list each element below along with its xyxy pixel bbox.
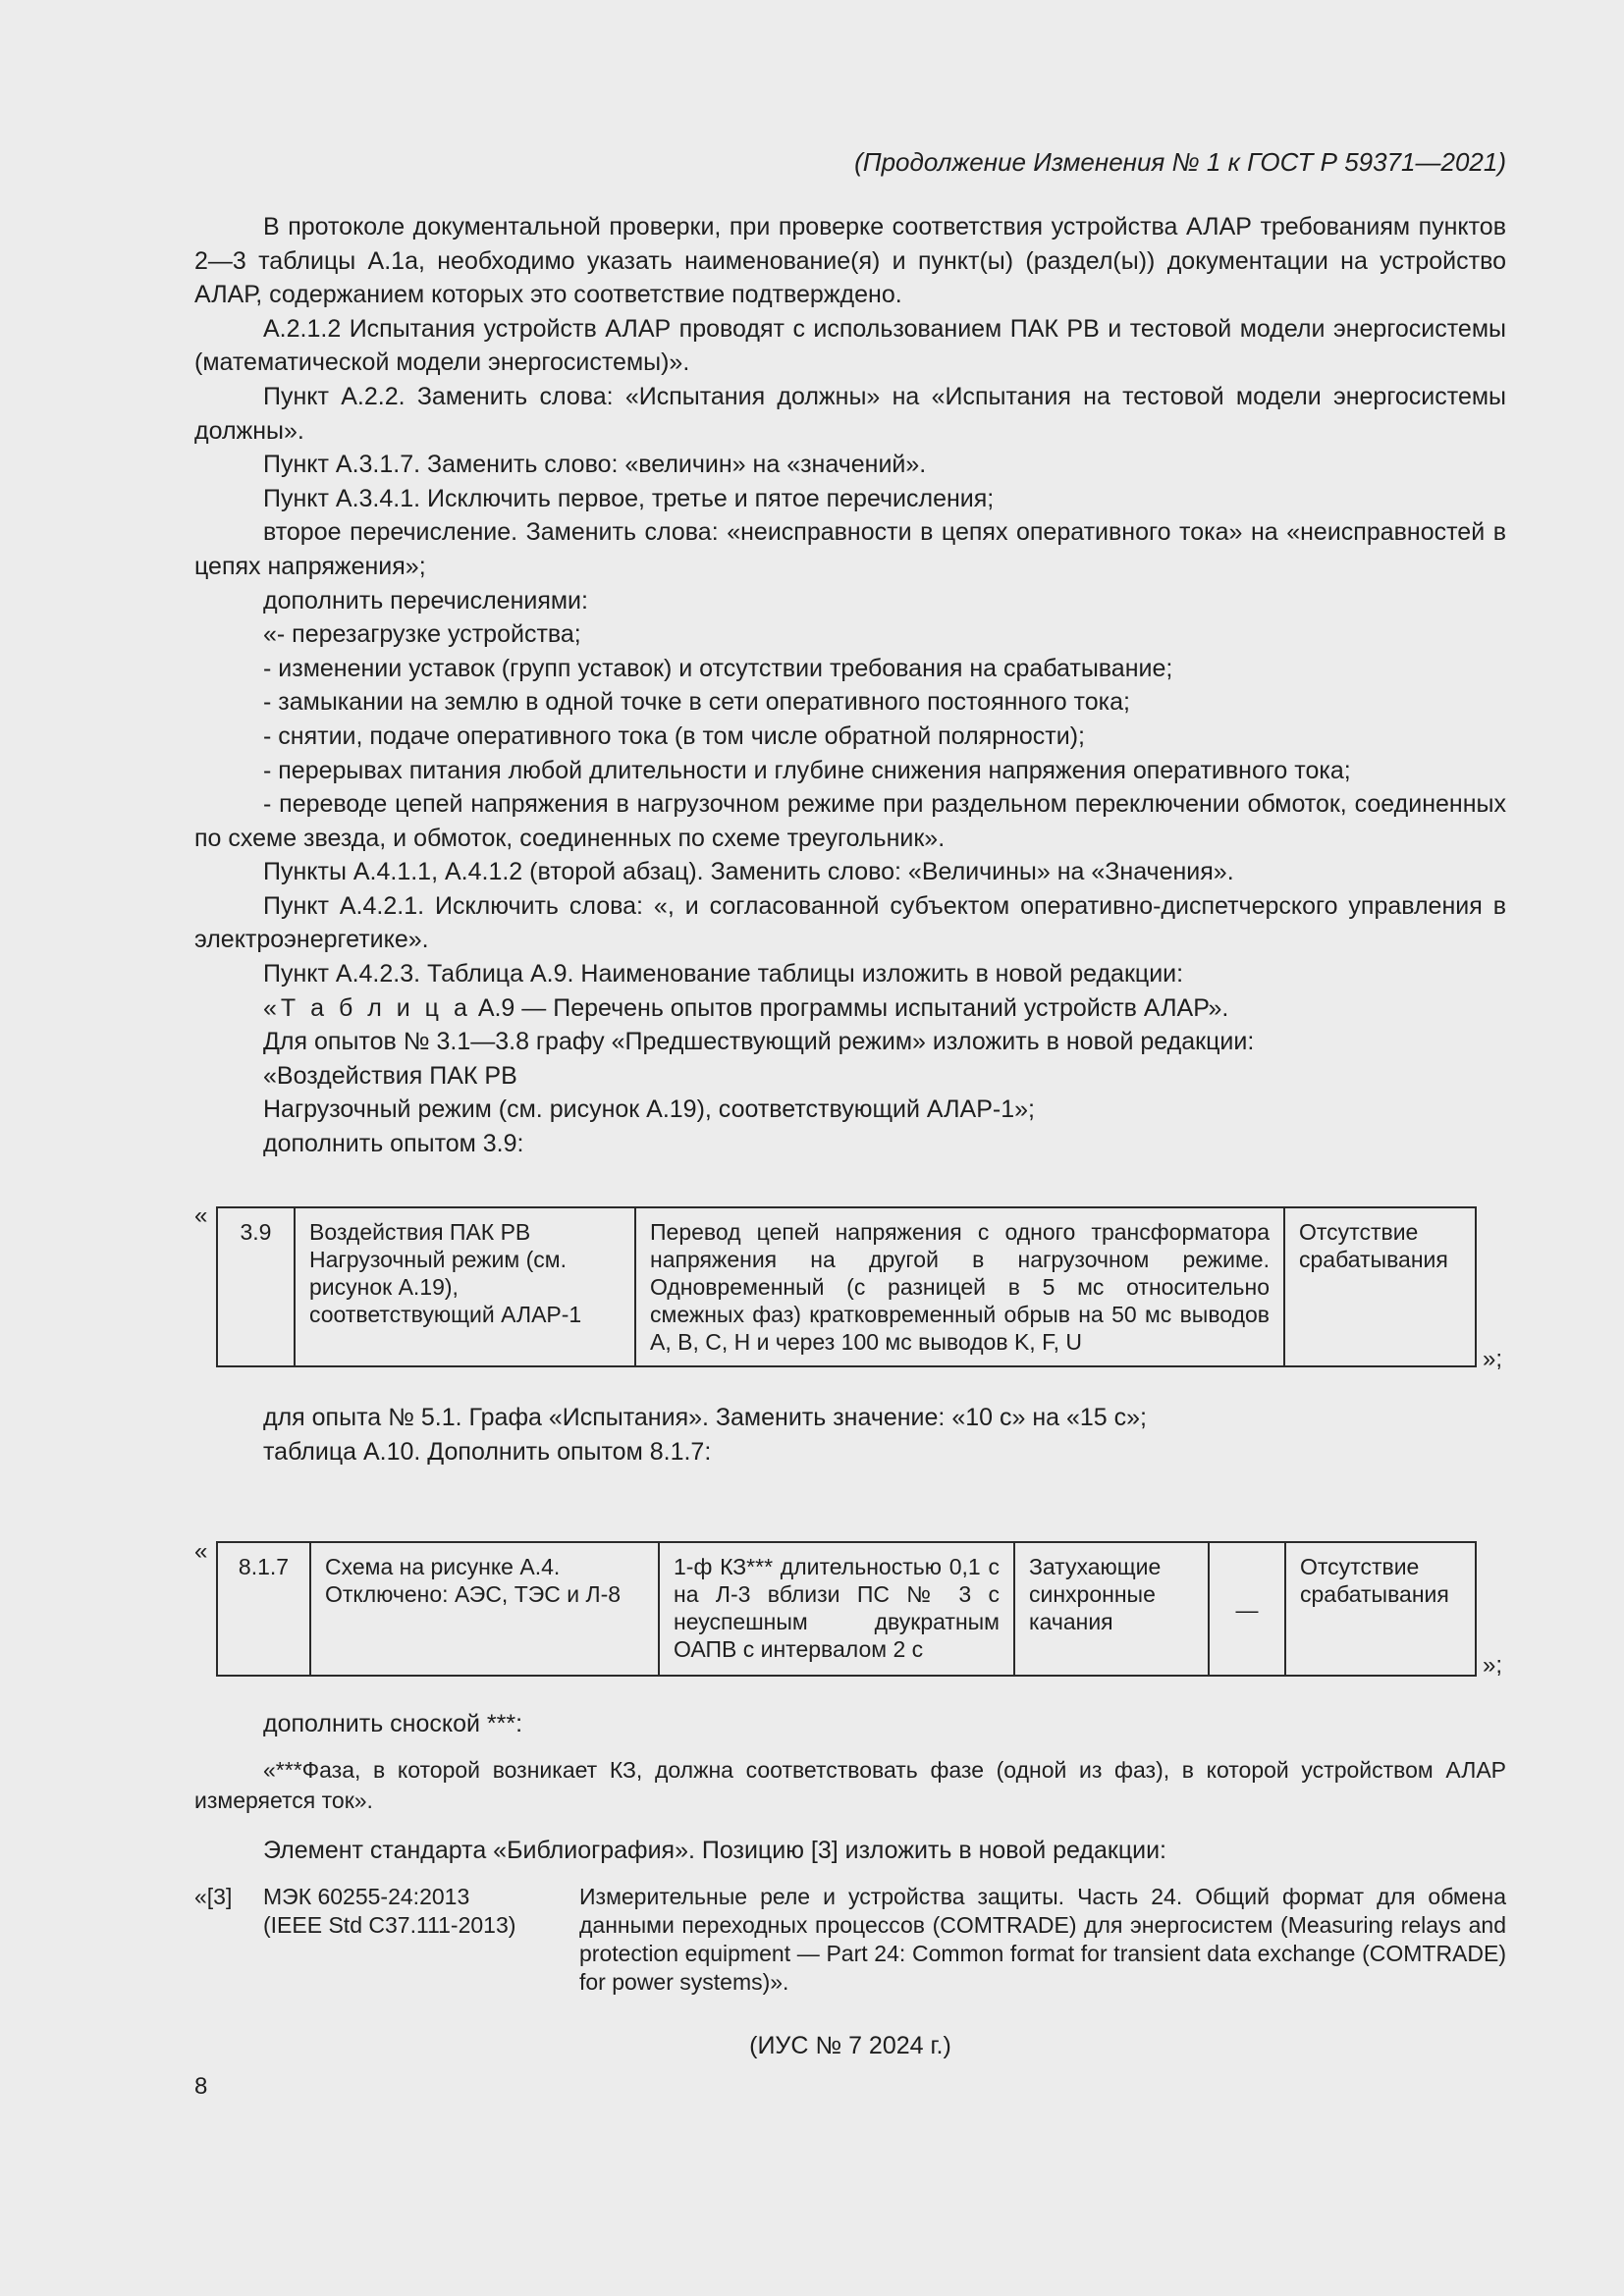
table1-open-quote: «	[194, 1202, 208, 1229]
paragraph: Пункт А.3.4.1. Исключить первое, третье и пятое перечисления;	[263, 484, 995, 512]
table-cell: Отсутствие срабатывания	[1284, 1207, 1476, 1366]
footnote-text: «***Фаза, в которой возникает КЗ, должна соответствовать фазе (одной из фаз), в которой устройством АЛАР измеряется ток».	[194, 1757, 1506, 1813]
list-item: - изменении уставок (групп уставок) и отсутствии требования на срабатывание;	[263, 654, 1173, 682]
table-title-line	[194, 991, 1506, 1026]
paragraph: дополнить перечислениями:	[263, 586, 588, 614]
paragraph: «Воздействия ПАК РВ	[263, 1061, 517, 1090]
list-item: - снятии, подаче оперативного тока (в том числе обратной полярности);	[263, 721, 1085, 750]
bibliography-description: Измерительные реле и устройства защиты. Часть 24. Общий формат для обмена данными переходных процессов (COMTRADE) для энергосистем (Measuring relays and protection equipment — Part 24: Common format for transient data exchange (COMTRADE) for power systems)».	[579, 1884, 1506, 1995]
bibliography-intro	[194, 1834, 1506, 1868]
table-experiment-3-9	[216, 1206, 1477, 1367]
footnote	[194, 1755, 1506, 1816]
paragraph: Пункт А.4.2.3. Таблица А.9. Наименование таблицы изложить в новой редакции:	[263, 960, 1184, 988]
bibliography-index: «[3]	[194, 1884, 233, 1909]
table-experiment-8-1-7	[216, 1541, 1477, 1677]
paragraph: Пункт А.4.2.1. Исключить слова: «, и согласованной субъектом оперативно-диспетчерского управления в электроэнергетике».	[194, 891, 1506, 954]
body-text	[194, 210, 1506, 1161]
post-table1-text	[194, 1401, 1506, 1468]
table2-close-quote: »;	[1483, 1652, 1503, 1679]
paragraph: второе перечисление. Заменить слова: «неисправности в цепях оперативного тока» на «неисправностей в цепях напряжения»;	[194, 518, 1506, 580]
table-cell: 3.9	[217, 1207, 295, 1366]
bibliography-code	[263, 1883, 558, 1940]
paragraph: А.2.1.2 Испытания устройств АЛАР проводят с использованием ПАК РВ и тестовой модели энергосистемы (математической модели энергосистемы)».	[194, 314, 1506, 377]
paragraph: В протоколе документальной проверки, при проверке соответствия устройства АЛАР требованиям пунктов 2—3 таблицы А.1а, необходимо указать наименование(я) и пункт(ы) (раздел(ы)) документации на устройство АЛАР, содержанием которых это соответствие подтверждено.	[194, 213, 1506, 309]
table-cell: Перевод цепей напряжения с одного трансформатора напряжения на другой в нагрузочном режиме. Одновременный (с разницей в 5 мс относительно смежных фаз) кратковременный обрыв на 50 мс выводов А, В, С, Н и через 100 мс выводов K, F, U	[635, 1207, 1284, 1366]
ius-reference: (ИУС № 7 2024 г.)	[749, 2032, 951, 2059]
paragraph: Пункты А.4.1.1, А.4.1.2 (второй абзац). Заменить слово: «Величины» на «Значения».	[263, 858, 1234, 886]
bibliography-code-line: МЭК 60255-24:2013	[263, 1884, 470, 1909]
paragraph: дополнить опытом 3.9:	[263, 1130, 524, 1158]
table-cell: Схема на рисунке А.4. Отключено: АЭС, ТЭС и Л-8	[310, 1542, 659, 1676]
page-number: 8	[194, 2073, 208, 2100]
table-cell: Затухающие синхронные качания	[1014, 1542, 1209, 1676]
table-title-prefix: «Т а б л и ц а	[263, 993, 471, 1022]
footnote-intro	[194, 1707, 1506, 1741]
paragraph: Пункт А.3.1.7. Заменить слово: «величин» на «значений».	[263, 451, 927, 479]
page-header: (Продолжение Изменения № 1 к ГОСТ Р 59371—2021)	[854, 147, 1506, 177]
paragraph: Пункт А.2.2. Заменить слова: «Испытания должны» на «Испытания на тестовой модели энергосистемы должны».	[194, 382, 1506, 445]
table-cell: 1-ф КЗ*** длительностью 0,1 с на Л-3 вблизи ПС № 3 с неуспешным двукратным ОАПВ с интервалом 2 с	[659, 1542, 1014, 1676]
table-row	[217, 1207, 1476, 1366]
document-page	[194, 0, 1506, 2296]
table-cell: 8.1.7	[217, 1542, 310, 1676]
table-title-rest: А.9 — Перечень опытов программы испытаний устройств АЛАР».	[477, 993, 1229, 1022]
paragraph: дополнить сноской ***:	[263, 1710, 523, 1737]
paragraph: таблица А.10. Дополнить опытом 8.1.7:	[263, 1437, 712, 1466]
table-cell: —	[1209, 1542, 1285, 1676]
paragraph: Для опытов № 3.1—3.8 графу «Предшествующий режим» изложить в новой редакции:	[263, 1028, 1255, 1056]
list-item: - перерывах питания любой длительности и глубине снижения напряжения оперативного тока;	[263, 756, 1351, 784]
table2-open-quote: «	[194, 1538, 208, 1565]
table-cell: Отсутствие срабатывания	[1285, 1542, 1476, 1676]
paragraph: Элемент стандарта «Библиография». Позицию [3] изложить в новой редакции:	[263, 1837, 1167, 1864]
list-item: - замыкании на землю в одной точке в сети оперативного постоянного тока;	[263, 688, 1130, 717]
table-row	[217, 1542, 1476, 1676]
table1-close-quote: »;	[1483, 1346, 1503, 1372]
table-cell: Воздействия ПАК РВ Нагрузочный режим (см. рисунок А.19), соответствующий АЛАР-1	[295, 1207, 635, 1366]
list-item: - переводе цепей напряжения в нагрузочном режиме при раздельном переключении обмоток, соединенных по схеме звезда, и обмоток, соединенных по схеме треугольник».	[194, 790, 1506, 852]
paragraph: Нагрузочный режим (см. рисунок А.19), соответствующий АЛАР-1»;	[263, 1095, 1035, 1124]
bibliography-code-line: (IEEE Std C37.111-2013)	[263, 1912, 516, 1938]
list-item: «- перезагрузке устройства;	[263, 620, 581, 649]
paragraph: для опыта № 5.1. Графа «Испытания». Заменить значение: «10 с» на «15 с»;	[263, 1404, 1147, 1431]
